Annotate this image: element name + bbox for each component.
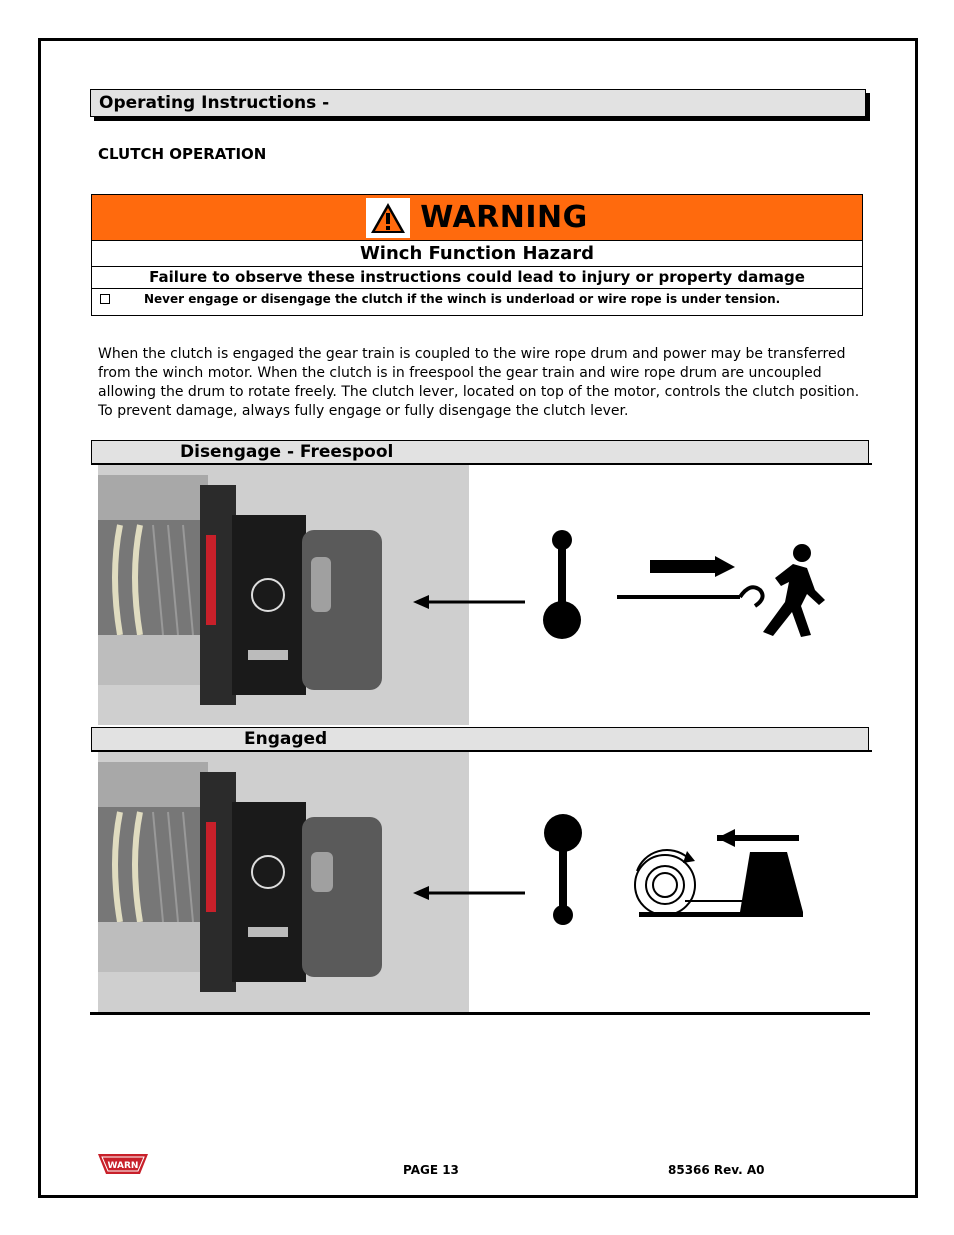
warning-box — [91, 194, 863, 316]
engaged-label: Engaged — [244, 729, 328, 749]
page-number: PAGE 13 — [403, 1163, 459, 1177]
warn-logo — [98, 1152, 148, 1176]
freespool-bar — [91, 440, 869, 464]
lever-up-icon — [544, 814, 582, 925]
section-title: Operating Instructions - — [99, 93, 330, 113]
warning-item — [92, 289, 862, 317]
winch-pulling-load-icon — [635, 829, 803, 917]
section-end-line — [90, 1012, 870, 1015]
lever-down-icon — [543, 530, 581, 639]
warning-subtitle: Failure to observe these instructions could lead to injury or property damage — [92, 267, 862, 289]
pointer-arrow-icon — [413, 886, 525, 900]
engaged-diagram — [405, 805, 865, 935]
warning-item-text: Never engage or disengage the clutch if the winch is underload or wire rope is under tension. — [144, 292, 781, 306]
warning-signal-word: WARNING — [420, 200, 588, 235]
warning-header — [92, 195, 862, 241]
clutch-heading: CLUTCH OPERATION — [98, 145, 267, 163]
pointer-arrow-icon — [413, 595, 525, 609]
clutch-description: When the clutch is engaged the gear train is coupled to the wire rope drum and power may be transferred from the winch motor. When the clutch is in freespool the gear train and wire rope drum are uncoupled allowing the drum to rotate freely. The clutch lever, located on top of the motor, controls the clutch position. To prevent damage, always fully engage or fully disengage the clutch lever. — [98, 346, 860, 419]
engaged-bar — [91, 727, 869, 751]
warning-title: Winch Function Hazard — [92, 241, 862, 267]
svg-text:WARN: WARN — [107, 1161, 139, 1171]
warning-triangle-icon — [366, 198, 410, 238]
checkbox-bullet-icon — [100, 294, 110, 304]
document-revision: 85366 Rev. A0 — [668, 1163, 765, 1177]
freespool-label: Disengage - Freespool — [180, 442, 394, 462]
person-pulling-rope-icon — [617, 544, 825, 637]
freespool-diagram — [405, 520, 865, 650]
section-title-bar — [90, 89, 866, 117]
